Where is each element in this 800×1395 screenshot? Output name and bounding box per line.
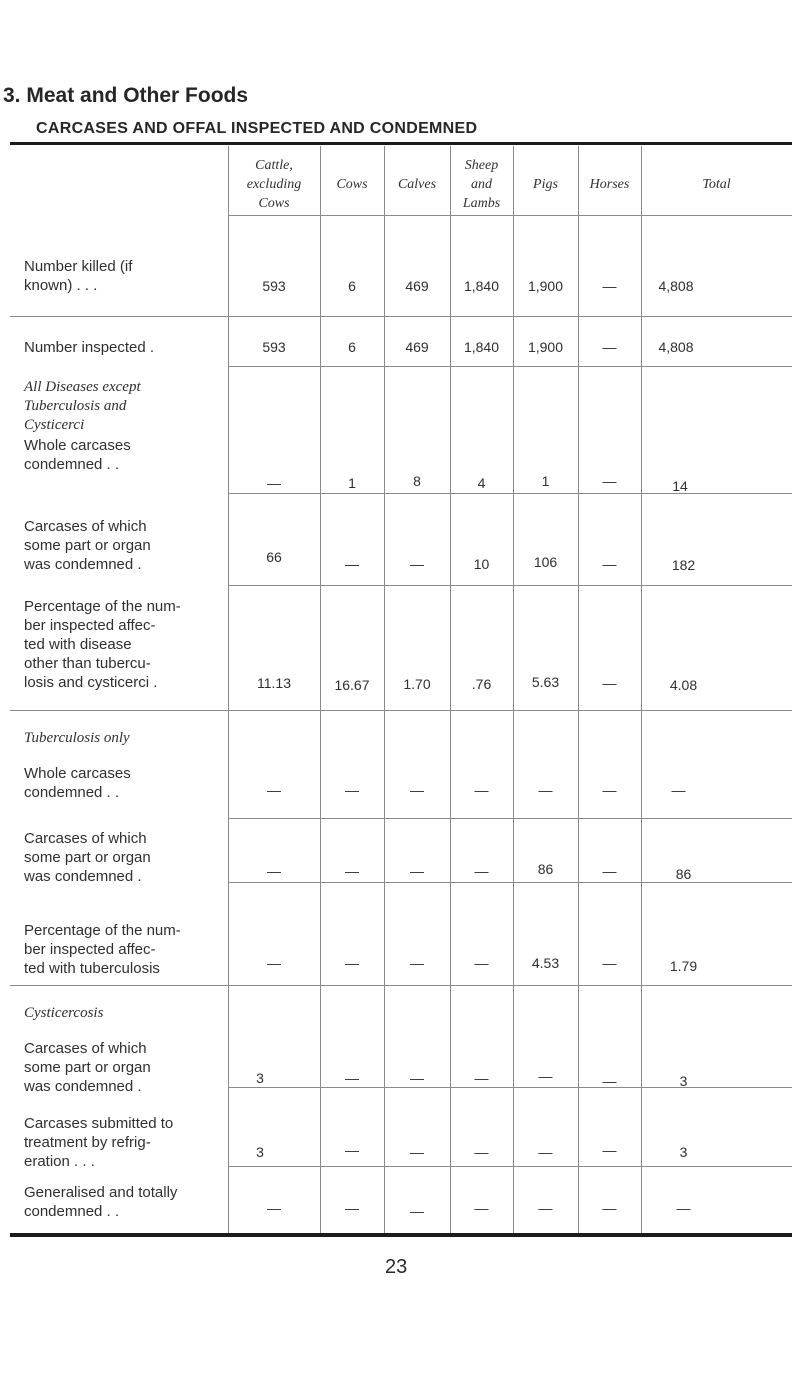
row-label-whole-carcases-condemned: Whole carcases condemned . . [24,437,131,473]
row-divider [228,818,792,819]
table-cell: — [410,1144,424,1160]
table-cell: 1.79 [669,958,698,974]
table-cell: — [602,1200,617,1216]
table-cell: .76 [471,676,492,692]
table-cell: — [410,556,424,572]
row-label-submitted-refrigeration: Carcases submitted to treatment by refrig- eration . . . [24,1115,174,1170]
table-cell: 469 [405,278,429,294]
row-divider [228,585,792,586]
table-cell: — [474,863,489,879]
section-tuberculosis: Tuberculosis only [24,730,130,746]
table-cell: 106 [533,554,558,570]
column-header-cows: Cows [336,177,368,192]
section-all-diseases: All Diseases except Tuberculosis and Cysticerci [24,379,141,433]
table-cell: 3 [679,1144,688,1160]
table-cell: — [267,863,281,879]
table-cell: 4.08 [669,677,698,693]
column-header-calves: Calves [397,177,437,192]
page-number: 23 [385,1256,408,1278]
table-cell: 16.67 [334,677,370,693]
table-cell: — [671,782,686,798]
table-cell: — [345,955,359,971]
table-cell: — [538,1068,553,1084]
table-cell: — [345,1142,359,1158]
table-cell: 4.53 [531,955,560,971]
table-cell: — [410,782,424,798]
table-cell: 8 [413,473,421,489]
row-label-cyst-part-or-organ-condemned: Carcases of which some part or organ was condemned . [24,1040,151,1095]
table-cell: — [410,1203,424,1219]
table-cell: — [267,782,281,798]
table-cell: — [474,1070,489,1086]
table-top-rule [10,142,792,145]
table-cell: — [602,1073,617,1089]
table-cell: — [602,278,617,294]
column-header-horses: Horses [589,177,630,192]
table-cell: — [410,955,424,971]
table-cell: — [267,955,281,971]
row-label-number-killed: Number killed (if known) . . . [24,258,133,294]
row-divider [228,1166,792,1167]
row-label-part-or-organ-condemned: Carcases of which some part or organ was condemned . [24,518,151,573]
table-cell: — [602,955,617,971]
table-cell: 593 [262,339,286,355]
table-cell: 182 [671,557,696,573]
table-cell: 4,808 [658,339,694,355]
table-cell: 6 [348,339,356,355]
table-cell: 1 [541,473,550,489]
row-label-percentage-other-disease: Percentage of the num- ber inspected affec- ted with disease other than tubercu- losis and cysticerci . [24,598,181,691]
table-cell: — [345,863,359,879]
table-cell: 1,900 [527,339,564,355]
table-cell: 5.63 [531,674,560,690]
table-cell: — [267,1200,281,1216]
table-cell: 11.13 [257,675,291,691]
column-header-pigs: Pigs [533,177,558,192]
row-divider [10,316,792,317]
row-label-number-inspected: Number inspected . [24,339,155,356]
table-cell: — [538,782,553,798]
table-cell: — [602,556,617,572]
table-cell: 593 [262,278,286,294]
table-cell: 14 [672,478,688,494]
row-label-tb-whole-carcases-condemned: Whole carcases condemned . . [24,765,131,801]
column-header-cattle: Cattle, excluding Cows [246,158,302,211]
row-label-generalised-condemned: Generalised and totally condemned . . [24,1184,178,1220]
table-cell: 86 [537,861,554,877]
table-cell: — [474,782,489,798]
table-cell: 1,840 [463,339,500,355]
column-header-sheep-lambs: Sheep and Lambs [462,158,501,211]
table-cell: — [410,1070,424,1086]
table-cell: 1 [348,475,356,491]
table-cell: — [602,1142,617,1158]
table-cell: 4,808 [658,278,694,294]
table-cell: 66 [266,549,282,565]
table-title: CARCASES AND OFFAL INSPECTED AND CONDEMNED [36,120,478,137]
table-cell: — [267,475,281,491]
table-cell: — [410,863,424,879]
table-cell: — [538,1144,553,1160]
table-cell: — [474,1200,489,1216]
table-cell: — [345,782,359,798]
table-cell: 10 [473,556,490,572]
row-divider [10,985,792,986]
table-cell: — [345,1200,359,1216]
table-cell: 3 [256,1070,264,1086]
table-cell: — [538,1200,553,1216]
section-cysticercosis: Cysticercosis [24,1005,104,1021]
table-cell: — [602,863,617,879]
table-cell: — [676,1200,691,1216]
table-cell: — [474,1144,489,1160]
section-heading: 3. Meat and Other Foods [3,84,249,107]
table-cell: 3 [256,1144,264,1160]
table-cell: — [602,675,617,691]
row-divider [10,710,792,711]
table-bottom-rule [10,1233,792,1237]
table-cell: — [345,1070,359,1086]
table-cell: 86 [675,866,692,882]
row-label-tb-part-or-organ-condemned: Carcases of which some part or organ was condemned . [24,830,151,885]
column-header-total: Total [702,177,731,192]
header-divider [228,215,792,216]
table-cell: 6 [348,278,356,294]
table-cell: 1.70 [403,676,431,692]
row-label-percentage-tuberculosis: Percentage of the num- ber inspected affec- ted with tuberculosis [24,922,181,977]
table-cell: — [602,339,617,355]
table-cell: — [474,955,489,971]
table-cell: — [602,782,617,798]
table-cell: — [602,473,617,489]
table-cell: 1,900 [527,278,564,294]
table-cell: 1,840 [463,278,500,294]
row-divider [228,366,792,367]
table-cell: 3 [679,1073,688,1089]
table-cell: 469 [405,339,429,355]
table-cell: 4 [477,475,486,491]
table-cell: — [345,556,359,572]
